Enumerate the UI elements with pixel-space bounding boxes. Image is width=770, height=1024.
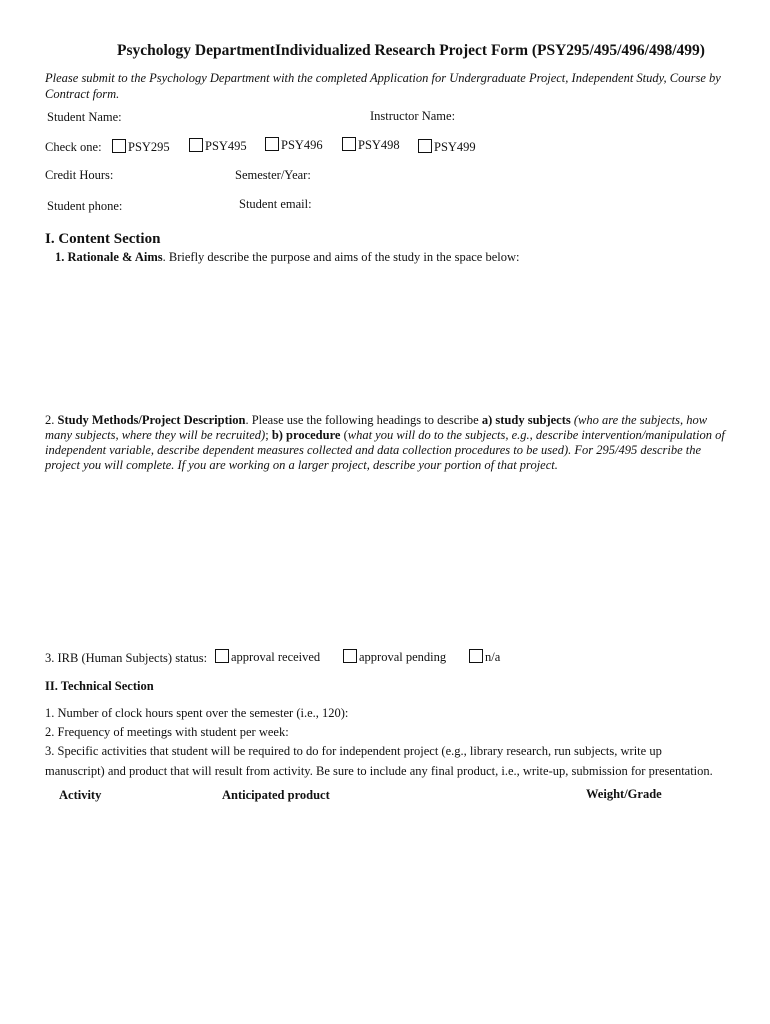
form-title: Psychology DepartmentIndividualized Research Project Form (PSY295/495/496/498/499) xyxy=(117,42,705,59)
question-rationale-text: . Briefly describe the purpose and aims of the study in the space below: xyxy=(162,250,520,264)
question-rationale-label: 1. Rationale & Aims xyxy=(55,250,163,264)
course-option-label: PSY295 xyxy=(128,140,170,154)
column-header-anticipated-product: Anticipated product xyxy=(222,788,330,802)
checkbox-approval-received[interactable] xyxy=(215,649,229,663)
irb-option-na[interactable] xyxy=(469,649,500,665)
course-option-label: PSY496 xyxy=(281,138,323,152)
course-option-label: PSY498 xyxy=(358,138,400,152)
study-subjects-description: (who are the subjects, how many subjects, where they will be recruited) xyxy=(45,413,708,442)
semester-year-row xyxy=(235,168,468,184)
credit-hours-label: Credit Hours: xyxy=(45,168,114,182)
credit-hours-field[interactable] xyxy=(117,168,241,184)
procedure-label: b) procedure xyxy=(271,428,341,442)
question-methods xyxy=(45,413,725,473)
activities-item-line2: manuscript) and product that will result from activity. Be sure to include any final product, i.e., write-up, submission for presentation. xyxy=(45,764,713,778)
question-methods-number: 2. xyxy=(45,413,58,427)
column-header-activity: Activity xyxy=(59,788,102,802)
column-header-weight-grade: Weight/Grade xyxy=(586,787,662,801)
checkbox-na[interactable] xyxy=(469,649,483,663)
rationale-answer-area[interactable] xyxy=(45,272,729,406)
student-phone-field[interactable] xyxy=(125,199,249,215)
irb-option-label: n/a xyxy=(485,650,501,664)
checkbox-approval-pending[interactable] xyxy=(343,649,357,663)
course-option-psy295[interactable] xyxy=(112,139,170,155)
form-instructions: Please submit to the Psychology Department with the completed Application for Undergraduate Project, Independent Study, Course by Contract form. xyxy=(45,71,721,101)
student-name-field[interactable] xyxy=(125,110,279,126)
student-name-label: Student Name: xyxy=(47,110,122,124)
student-email-field[interactable] xyxy=(315,197,499,213)
activities-answer-area[interactable] xyxy=(45,810,729,1004)
instructor-name-field[interactable] xyxy=(458,109,612,125)
checkbox-psy495[interactable] xyxy=(189,138,203,152)
course-option-psy498[interactable] xyxy=(342,137,400,153)
course-option-label: PSY499 xyxy=(434,140,476,154)
irb-option-label: approval pending xyxy=(359,650,447,664)
semester-year-label: Semester/Year: xyxy=(235,168,311,182)
instructor-name-label: Instructor Name: xyxy=(370,109,456,123)
meeting-frequency-item: 2. Frequency of meetings with student per week: xyxy=(45,725,289,739)
course-option-psy495[interactable] xyxy=(189,138,247,154)
checkbox-psy496[interactable] xyxy=(265,137,279,151)
activities-item-line1: 3. Specific activities that student will be required to do for independent project (e.g., library research, run subjects, write up xyxy=(45,744,662,758)
checkbox-psy295[interactable] xyxy=(112,139,126,153)
checkbox-psy499[interactable] xyxy=(418,139,432,153)
methods-answer-area[interactable] xyxy=(45,482,729,641)
student-email-row xyxy=(239,197,499,213)
check-one-label: Check one: xyxy=(45,140,102,154)
course-option-label: PSY495 xyxy=(205,139,247,153)
semester-year-field[interactable] xyxy=(314,168,468,184)
procedure-paren: ( xyxy=(340,428,348,442)
course-option-psy499[interactable] xyxy=(418,139,476,155)
procedure-description: what you will do to the subjects, e.g., describe intervention/manipulation of independent variable, describe dependent measures collected and data collection procedures to be used). For 295/495 describe the project you will complete. If you are working on a larger project, describe your portion of that project. xyxy=(45,428,725,472)
course-option-psy496[interactable] xyxy=(265,137,323,153)
separator-text: ; xyxy=(265,428,272,442)
question-rationale xyxy=(55,250,520,265)
question-methods-label: Study Methods/Project Description xyxy=(57,413,246,427)
irb-option-approval-received[interactable] xyxy=(215,649,320,665)
irb-option-approval-pending[interactable] xyxy=(343,649,446,665)
study-subjects-label: a) study subjects xyxy=(481,413,571,427)
instructor-name-row xyxy=(370,109,612,125)
technical-section-heading: II. Technical Section xyxy=(45,679,154,693)
student-email-label: Student email: xyxy=(239,197,312,211)
student-name-row xyxy=(47,110,279,126)
question-methods-text: . Please use the following headings to describe xyxy=(245,413,482,427)
checkbox-psy498[interactable] xyxy=(342,137,356,151)
irb-status-label: 3. IRB (Human Subjects) status: xyxy=(45,651,208,665)
student-phone-row xyxy=(47,199,249,215)
content-section-heading: I. Content Section xyxy=(45,231,161,247)
student-phone-label: Student phone: xyxy=(47,199,123,213)
clock-hours-item: 1. Number of clock hours spent over the semester (i.e., 120): xyxy=(45,706,349,720)
credit-hours-row xyxy=(45,168,241,184)
irb-option-label: approval received xyxy=(231,650,321,664)
